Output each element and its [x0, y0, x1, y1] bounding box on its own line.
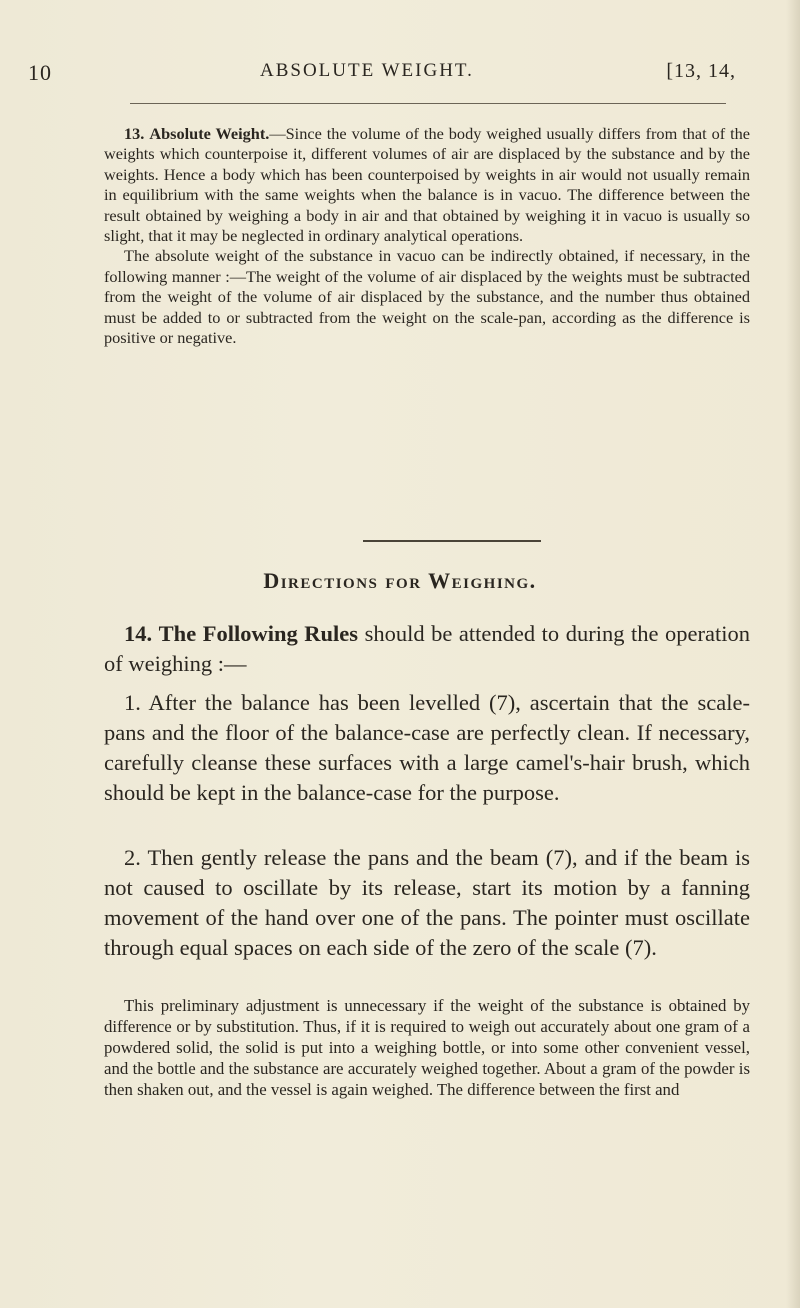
- page-number: 10: [28, 60, 52, 85]
- header-rule: [130, 103, 726, 104]
- note-block: [104, 995, 750, 1100]
- section-14-number: 14.: [124, 621, 153, 646]
- section-heading: Directions for Weighing.: [263, 568, 537, 593]
- section-13-title: Absolute Weight.: [149, 124, 270, 143]
- section-reference: [13, 14,: [666, 60, 736, 82]
- section-divider-rule: [363, 540, 541, 542]
- section-14-intro: [104, 619, 750, 679]
- section-13-text-1: —Since the volume of the body weighed usually differs from that of the weights which counterpoise it, different volumes of air are displaced by the substance and by the weights. Hence a body which has been counterpoised by weights in air would not usually remain in equilibrium with the same weights when the balance is in vacuo. The difference between the result obtained by weighing a body in air and that obtained by weighing it in vacuo is usually so slight, that it may be neglected in ordinary analytical operations.: [104, 124, 750, 246]
- section-14: [104, 619, 750, 679]
- page-edge-shadow: [786, 0, 800, 1308]
- rule-1: 1. After the balance has been levelled (7), ascertain that the scale-pans and the floor of the balance-case are perfectly clean. If necessary, carefully cleanse these surfaces with a large camel's-hair brush, which should be kept in the balance-case for the purpose.: [104, 690, 750, 805]
- section-13-number: 13.: [124, 124, 145, 143]
- rule-2: 2. Then gently release the pans and the beam (7), and if the beam is not caused to oscillate by its release, start its motion by a fanning movement of the hand over one of the pans. The pointer must oscillate through equal spaces on each side of the zero of the scale (7).: [104, 845, 750, 960]
- section-14-intro-text: should be attended to during the operation of weighing :—: [104, 621, 750, 676]
- section-14-lead: The Following Rules: [158, 621, 359, 646]
- section-13-paragraph-1: [104, 124, 750, 246]
- running-title: ABSOLUTE WEIGHT.: [260, 60, 474, 81]
- section-13: [104, 124, 750, 348]
- rule-2-block: [104, 843, 750, 963]
- rule-1-block: [104, 688, 750, 808]
- note-paragraph: This preliminary adjustment is unnecessary if the weight of the substance is obtained by difference or by substitution. Thus, if it is required to weigh out accurately about one gram of a powdered solid, the solid is put into a weighing bottle, or into some other convenient vessel, and the bottle and the substance are accurately weighed together. About a gram of the powder is then shaken out, and the vessel is again weighed. The difference between the first and: [104, 996, 750, 1099]
- page-header: [28, 60, 740, 88]
- section-13-paragraph-2: The absolute weight of the substance in vacuo can be indirectly obtained, if necessary, in the following manner :—The weight of the volume of air displaced by the weights must be subtracted from the weight of the volume of air displaced by the substance, and the number thus obtained must be added to or subtracted from the weight on the scale-pan, according as the difference is positive or negative.: [104, 246, 750, 348]
